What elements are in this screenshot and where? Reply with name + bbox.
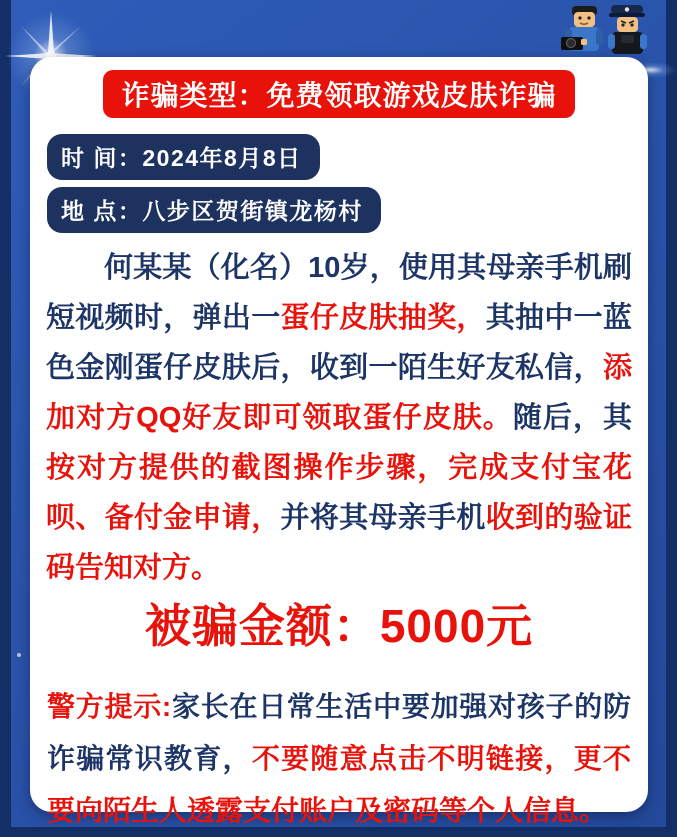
time-pill (47, 134, 320, 180)
story-segment-red: 按对方提供的截图操作步骤，完成支付宝花呗、备付金申请， (46, 452, 632, 534)
case-story-paragraph (44, 243, 634, 593)
story-segment-red: 蛋仔皮肤抽奖， (280, 302, 486, 334)
location-label: 地 点：八步区贺街镇龙杨村 (61, 198, 363, 224)
story-segment-red: 添加对方QQ好友即可领取蛋仔皮肤。 (46, 352, 632, 434)
scam-amount: 被骗金额：5000元 (144, 600, 534, 652)
police-figures-icon (551, 5, 655, 61)
story-segment: 何某某（化名）10岁，使用其母亲手机刷短视频时，弹出一 (46, 252, 632, 334)
location-pill (47, 187, 381, 233)
notice-card (30, 57, 648, 826)
story-segment: 并将其母亲手机 (280, 502, 486, 534)
police-tip-label: 警方提示: (47, 691, 172, 722)
time-label: 时 间：2024年8月8日 (61, 145, 302, 171)
tip-segment: 家长在日常生活中要加强对孩子的防诈骗常识教育， (47, 691, 631, 774)
story-segment: 其抽中一蓝色金刚蛋仔皮肤后，收到一陌生好友私信， (46, 302, 632, 384)
police-tip-paragraph (44, 681, 634, 837)
story-segment: 随后，其 (512, 402, 632, 434)
sparkle-dot-icon (17, 653, 21, 657)
fraud-type-banner (103, 70, 575, 118)
tip-segment-red: 不要随意点击不明链接，更不要向陌生人透露支付账户及密码等个人信息。 (47, 743, 631, 826)
fraud-type-label: 诈骗类型：免费领取游戏皮肤诈骗 (121, 80, 557, 111)
story-segment-red: 收到的验证码告知对方。 (46, 502, 632, 584)
